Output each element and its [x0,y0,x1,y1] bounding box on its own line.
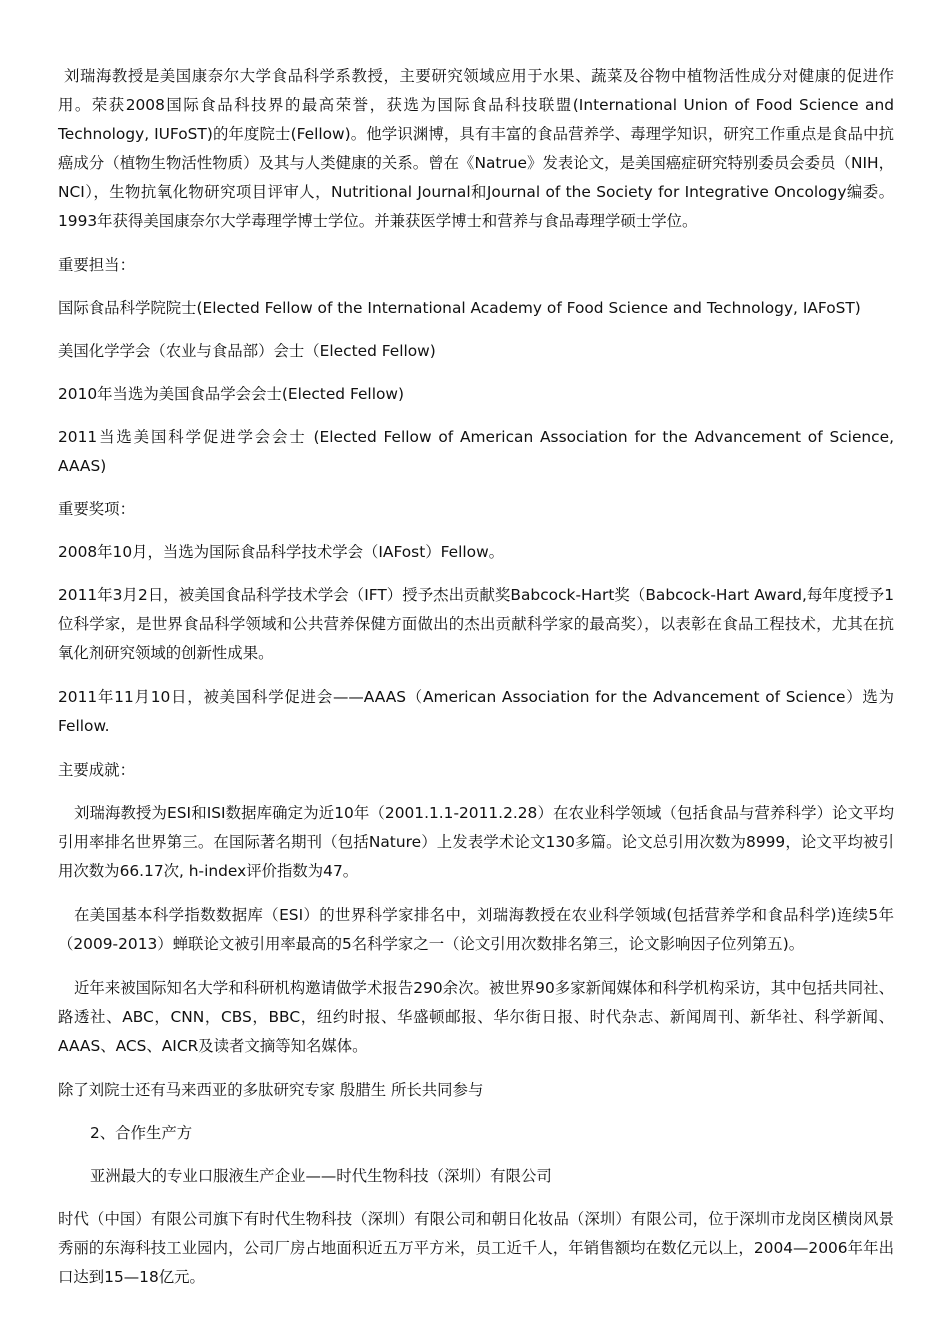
awards-heading: 重要奖项： [58,500,135,518]
role-item: 2010年当选为美国食品学会会士(Elected Fellow) [58,385,404,403]
achievement-item: 在美国基本科学指数数据库（ESI）的世界科学家排名中，刘瑞海教授在农业科学领域(包括营养学和食品科学)连续5年（2009-2013）蝉联论文被引用率最高的5名科学家之一（论文引用次数排名第三，论文影响因子位列第五)。 [58,906,894,953]
intro-paragraph: 刘瑞海教授是美国康奈尔大学食品科学系教授，主要研究领域应用于水果、蔬菜及谷物中植物活性成分对健康的促进作用。荣获2008国际食品科技界的最高荣誉，获选为国际食品科技联盟(International Union of Food Science and Technology, IUFoST)的年度院士(Fellow)。他学识渊博，具有丰富的食品营养学、毒理学知识，研究工作重点是食品中抗癌成分（植物生物活性物质）及其与人类健康的关系。曾在《Natrue》发表论文，是美国癌症研究特别委员会委员（NIH，NCI），生物抗氧化物研究项目评审人，Nutritional Journal和Journal of the Society for Integrative Oncology编委。1993年获得美国康奈尔大学毒理学博士学位。并兼获医学博士和营养与食品毒理学硕士学位。 [58,67,894,230]
section-body: 时代（中国）有限公司旗下有时代生物科技（深圳）有限公司和朝日化妆品（深圳）有限公司，位于深圳市龙岗区横岗风景秀丽的东海科技工业园内，公司厂房占地面积近五万平方米，员工近千人，年销售额均在数亿元以上，2004—2006年年出口达到15—18亿元。 [58,1210,894,1286]
role-item: 国际食品科学院院士(Elected Fellow of the International Academy of Food Science and Technology, IAFoST) [58,299,861,317]
award-item: 2011年11月10日，被美国科学促进会——AAAS（American Association for the Advancement of Science）选为Fellow. [58,688,894,735]
achievement-item: 近年来被国际知名大学和科研机构邀请做学术报告290余次。被世界90多家新闻媒体和科学机构采访，其中包括共同社、路透社、ABC，CNN，CBS，BBC，纽约时报、华盛顿邮报、华尔街日报、时代杂志、新闻周刊、新华社、科学新闻、AAAS、ACS、AICR及读者文摘等知名媒体。 [58,979,894,1055]
document-page [58,62,894,1307]
section-subtitle: 亚洲最大的专业口服液生产企业——时代生物科技（深圳）有限公司 [90,1167,552,1185]
role-item: 美国化学学会（农业与食品部）会士（Elected Fellow) [58,342,436,360]
award-item: 2008年10月，当选为国际食品科学技术学会（IAFost）Fellow。 [58,543,505,561]
roles-heading: 重要担当： [58,256,135,274]
achievement-item: 刘瑞海教授为ESI和ISI数据库确定为近10年（2001.1.1-2011.2.28）在农业科学领域（包括食品与营养科学）论文平均引用率排名世界第三。在国际著名期刊（包括Nature）上发表学术论文130多篇。论文总引用次数为8999，论文平均被引用次数为66.17次, h-index评价指数为47。 [58,804,894,880]
role-item: 2011当选美国科学促进学会会士 (Elected Fellow of American Association for the Advancement of Science, AAAS) [58,428,894,475]
section-heading: 2、合作生产方 [90,1124,193,1142]
achievements-heading: 主要成就： [58,761,135,779]
award-item: 2011年3月2日，被美国食品科学技术学会（IFT）授予杰出贡献奖Babcock-Hart奖（Babcock-Hart Award,每年度授予1位科学家，是世界食品科学领域和公共营养保健方面做出的杰出贡献科学家的最高奖），以表彰在食品工程技术，尤其在抗氧化剂研究领域的创新性成果。 [58,586,894,662]
collaborator-note: 除了刘院士还有马来西亚的多肽研究专家 殷腊生 所长共同参与 [58,1081,484,1099]
